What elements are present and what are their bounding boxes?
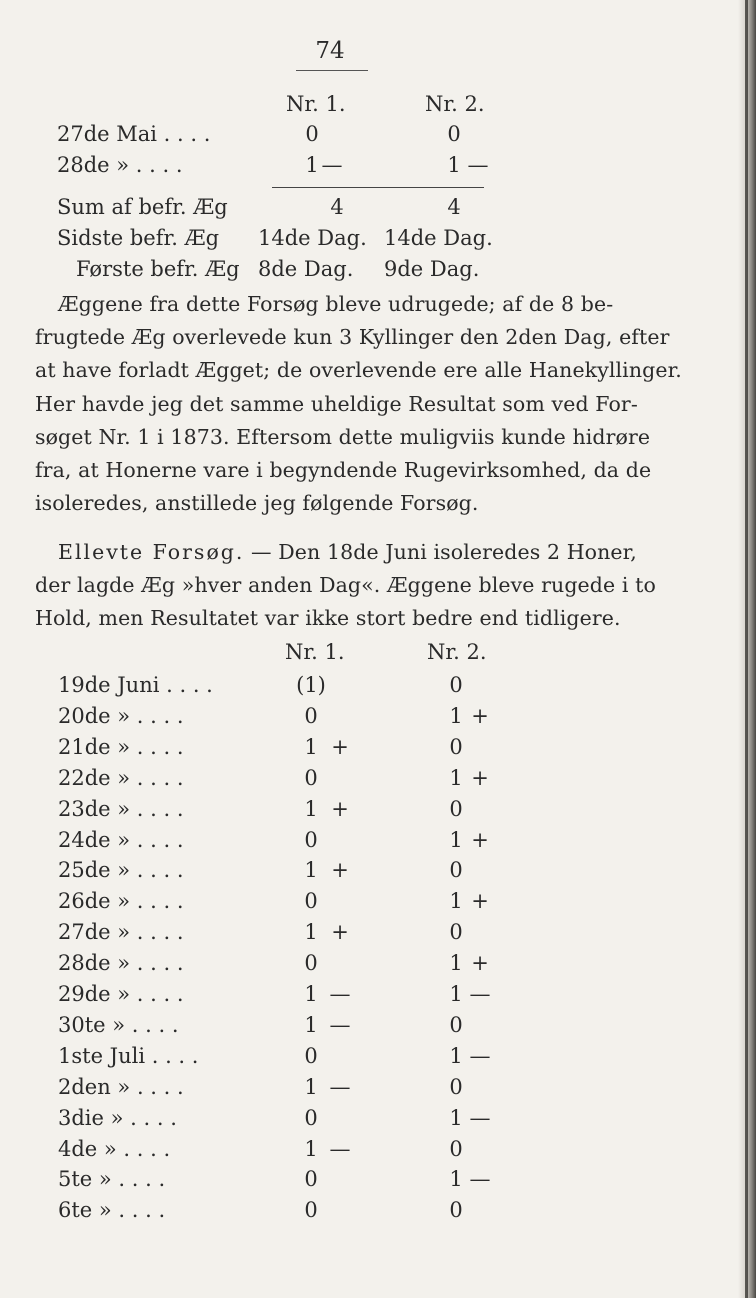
table2-row-nr1: 0: [304, 828, 318, 852]
table2-row-nr1: 1: [304, 797, 318, 821]
table2-row-mark1: —: [329, 982, 351, 1006]
table2-row-mark1: +: [331, 920, 349, 944]
table2-row-nr1: 1: [304, 1137, 318, 1161]
table2-row-nr2: 0: [449, 1198, 463, 1222]
table1-header-nr2: Nr. 2.: [425, 92, 485, 116]
paragraph-line: [58, 540, 637, 564]
table2-row-nr2: 1: [449, 704, 463, 728]
table2-row-nr2: 0: [449, 1075, 463, 1099]
page-number: 74: [315, 38, 345, 64]
table2-row-nr1: 1: [304, 1013, 318, 1037]
table2-row-mark2: +: [471, 766, 489, 790]
first-egg-label: Første befr. Æg: [76, 257, 240, 281]
table2-row-nr2: 0: [449, 858, 463, 882]
paragraph-line: fra, at Honerne vare i begyndende Rugevirksomhed, da de: [35, 458, 652, 482]
table2-row-mark2: —: [469, 1167, 491, 1191]
table2-row-mark2: +: [471, 889, 489, 913]
table1-row-nr1: 0: [305, 122, 319, 146]
paragraph-line: der lagde Æg »hver anden Dag«. Æggene bleve rugede i to: [35, 573, 656, 597]
table1-row-mark1: —: [321, 153, 343, 177]
table2-row-label: 27de » . . . .: [58, 920, 184, 944]
table2-row-nr1: 0: [304, 951, 318, 975]
sum-nr2: 4: [447, 195, 461, 219]
table2-row-nr2: 0: [449, 1013, 463, 1037]
table2-row-nr2: 1: [449, 982, 463, 1006]
table2-row-label: 2den » . . . .: [58, 1075, 184, 1099]
page-edge-line: [745, 0, 748, 1298]
paragraph-line: Æggene fra dette Forsøg bleve udrugede; af de 8 be-: [58, 292, 614, 316]
table2-row-nr2: 0: [449, 673, 463, 697]
table2-row-nr2: 1: [449, 1167, 463, 1191]
table2-row-mark2: —: [469, 1106, 491, 1130]
table2-row-label: 1ste Juli . . . .: [58, 1044, 199, 1068]
table2-row-nr2: 1: [449, 766, 463, 790]
table2-row-label: 29de » . . . .: [58, 982, 184, 1006]
table2-row-nr1: 0: [304, 1198, 318, 1222]
table2-row-label: 30te » . . . .: [58, 1013, 179, 1037]
table2-row-nr2: 0: [449, 735, 463, 759]
page-number-rule: [296, 70, 368, 71]
table1-header-nr1: Nr. 1.: [286, 92, 346, 116]
table2-row-mark1: —: [329, 1013, 351, 1037]
table2-row-mark2: —: [469, 1044, 491, 1068]
first-egg-nr1: 8de Dag.: [258, 257, 354, 281]
last-egg-nr1: 14de Dag.: [258, 226, 367, 250]
last-egg-label: Sidste befr. Æg: [57, 226, 220, 250]
table2-row-nr1: 1: [304, 920, 318, 944]
table1-row-mark2: —: [467, 153, 489, 177]
table2-row-nr1: 1: [304, 982, 318, 1006]
table2-header-nr1: Nr. 1.: [285, 640, 345, 664]
paragraph-text: — Den 18de Juni isoleredes 2 Honer,: [244, 540, 637, 564]
paragraph-line: frugtede Æg overlevede kun 3 Kyllinger den 2den Dag, efter: [35, 325, 670, 349]
table2-row-nr2: 1: [449, 828, 463, 852]
table2-row-label: 21de » . . . .: [58, 735, 184, 759]
table1-row-label: 28de » . . . .: [57, 153, 183, 177]
table2-row-nr1: 1: [304, 1075, 318, 1099]
table2-row-mark1: +: [331, 735, 349, 759]
table2-row-nr1: 0: [304, 1106, 318, 1130]
table2-row-label: 24de » . . . .: [58, 828, 184, 852]
table1-row-nr2: 0: [447, 122, 461, 146]
table2-row-label: 28de » . . . .: [58, 951, 184, 975]
table2-row-label: 4de » . . . .: [58, 1137, 171, 1161]
table2-row-nr1: 1: [304, 735, 318, 759]
first-egg-nr2: 9de Dag.: [384, 257, 480, 281]
table2-row-nr1: (1): [296, 673, 326, 697]
section-heading: Ellevte Forsøg.: [58, 540, 245, 564]
table2-row-label: 22de » . . . .: [58, 766, 184, 790]
table2-row-mark2: —: [469, 982, 491, 1006]
table1-row-nr2: 1: [447, 153, 461, 177]
paragraph-line: isoleredes, anstillede jeg følgende Forsøg.: [35, 491, 479, 515]
table2-row-mark2: +: [471, 704, 489, 728]
table2-row-label: 5te » . . . .: [58, 1167, 166, 1191]
table2-row-label: 6te » . . . .: [58, 1198, 166, 1222]
table2-row-nr2: 0: [449, 1137, 463, 1161]
paragraph-line: Her havde jeg det samme uheldige Resultat som ved For-: [35, 392, 638, 416]
table1-row-nr1: 1: [305, 153, 319, 177]
table2-row-nr2: 1: [449, 1044, 463, 1068]
table2-header-nr2: Nr. 2.: [427, 640, 487, 664]
table2-row-nr1: 0: [304, 704, 318, 728]
table2-row-nr1: 0: [304, 889, 318, 913]
paragraph-line: at have forladt Ægget; de overlevende ere alle Hanekyllinger.: [35, 358, 682, 382]
table2-row-nr2: 1: [449, 951, 463, 975]
table2-row-mark1: —: [329, 1137, 351, 1161]
paragraph-line: Hold, men Resultatet var ikke stort bedre end tidligere.: [35, 606, 621, 630]
table2-row-nr2: 1: [449, 1106, 463, 1130]
table2-row-nr1: 0: [304, 1167, 318, 1191]
table2-row-mark2: +: [471, 828, 489, 852]
table2-row-label: 20de » . . . .: [58, 704, 184, 728]
table2-row-nr1: 0: [304, 1044, 318, 1068]
table2-row-label: 23de » . . . .: [58, 797, 184, 821]
sum-rule: [272, 187, 484, 188]
table2-row-nr2: 1: [449, 889, 463, 913]
sum-label: Sum af befr. Æg: [57, 195, 228, 219]
paragraph-line: søget Nr. 1 i 1873. Eftersom dette muligviis kunde hidrøre: [35, 425, 651, 449]
table2-row-mark1: +: [331, 797, 349, 821]
table2-row-nr2: 0: [449, 797, 463, 821]
table2-row-label: 3die » . . . .: [58, 1106, 177, 1130]
table2-row-nr1: 1: [304, 858, 318, 882]
table2-row-label: 25de » . . . .: [58, 858, 184, 882]
table2-row-mark2: +: [471, 951, 489, 975]
table2-row-mark1: +: [331, 858, 349, 882]
table2-row-nr1: 0: [304, 766, 318, 790]
table2-row-nr2: 0: [449, 920, 463, 944]
table1-row-label: 27de Mai . . . .: [57, 122, 211, 146]
sum-nr1: 4: [330, 195, 344, 219]
last-egg-nr2: 14de Dag.: [384, 226, 493, 250]
table2-row-mark1: —: [329, 1075, 351, 1099]
table2-row-label: 26de » . . . .: [58, 889, 184, 913]
table2-row-label: 19de Juni . . . .: [58, 673, 213, 697]
